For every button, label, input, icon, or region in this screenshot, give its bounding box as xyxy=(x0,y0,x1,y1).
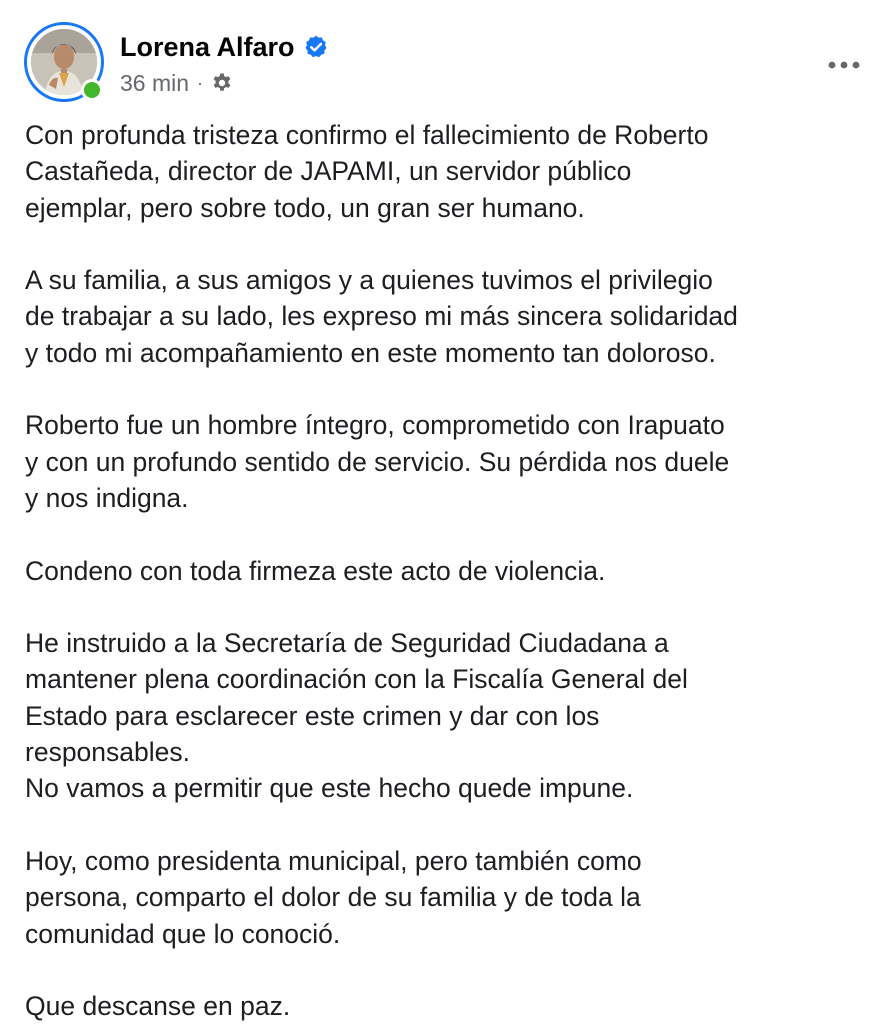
more-options-icon xyxy=(827,60,861,70)
settings-gear-icon[interactable] xyxy=(211,72,233,94)
author-row xyxy=(120,30,329,64)
author-avatar[interactable] xyxy=(24,22,104,102)
online-status-dot xyxy=(81,79,103,101)
post-timestamp[interactable]: 36 min xyxy=(120,69,190,96)
post-paragraph: Condeno con toda firmeza este acto de violencia. xyxy=(25,555,606,586)
post-paragraph: He instruido a la Secretaría de Seguridad Ciudadana a mantener plena coordinación con la Fiscalía General del Estado para esclarecer este crimen y dar con los responsables. No vamos a permitir que este hecho quede impune. xyxy=(25,628,688,804)
post-meta xyxy=(120,68,233,98)
post-paragraph: Con profunda tristeza confirmo el fallecimiento de Roberto Castañeda, director de JAPAMI, un servidor público ejemplar, pero sobre todo, un gran ser humano. xyxy=(25,120,709,223)
post-paragraph: Hoy, como presidenta municipal, pero también como persona, comparto el dolor de su familia y de toda la comunidad que lo conoció. xyxy=(25,845,642,949)
verified-badge-icon xyxy=(303,34,329,60)
post-paragraph: A su familia, a sus amigos y a quienes tuvimos el privilegio de trabajar a su lado, les expreso mi más sincera solidaridad y todo mi acompañamiento en este momento tan doloroso. xyxy=(25,265,738,368)
author-name[interactable]: Lorena Alfaro xyxy=(120,31,295,62)
post-paragraph: Que descanse en paz. xyxy=(25,991,291,1022)
post-body xyxy=(25,117,855,1024)
meta-separator: · xyxy=(197,73,204,93)
more-options-button[interactable] xyxy=(819,48,869,82)
post-paragraph: Roberto fue un hombre íntegro, comprometido con Irapuato y con un profundo sentido de servicio. Su pérdida nos duele y nos indigna. xyxy=(25,410,730,513)
post-header xyxy=(24,22,854,104)
